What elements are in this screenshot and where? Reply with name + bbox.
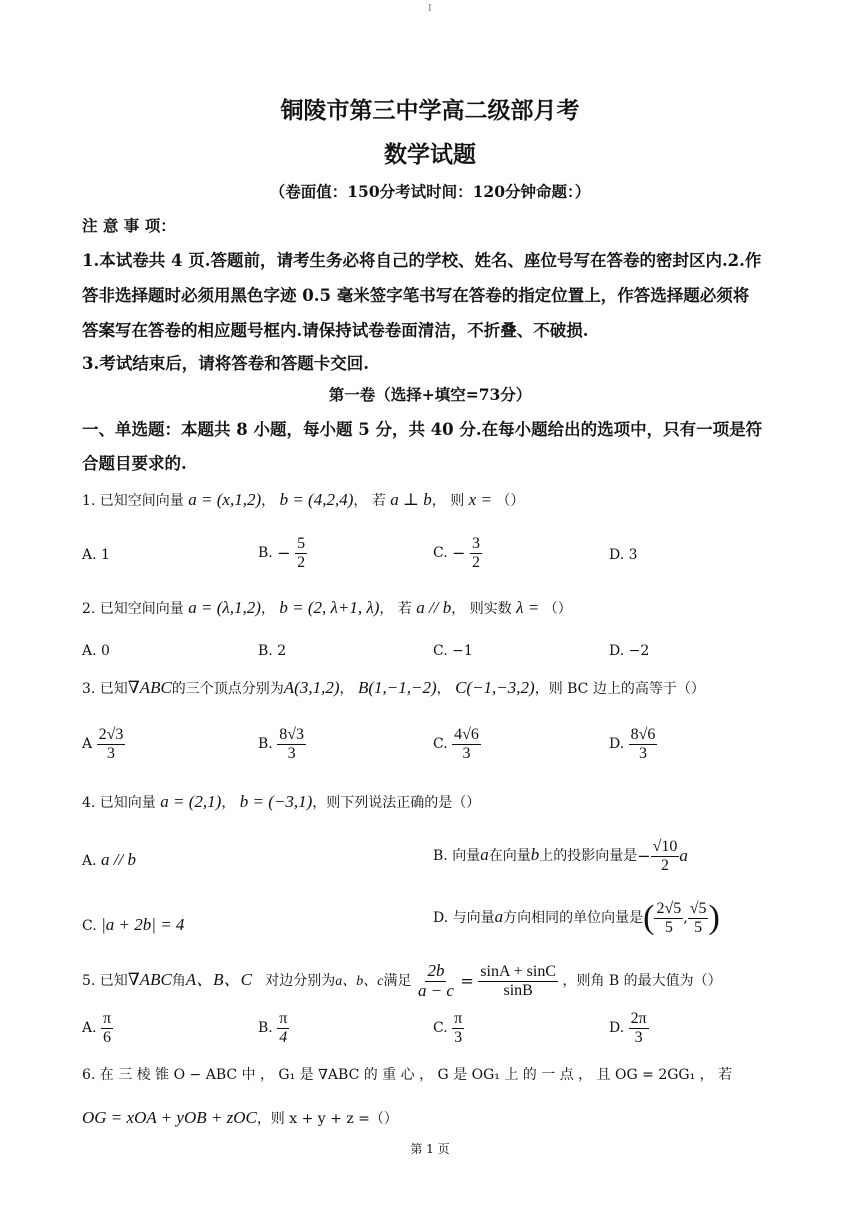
q3-triangle: ∇ABC (127, 678, 172, 697)
q2-condition: a // b (416, 598, 452, 617)
q5-lhs-den: a − c (417, 980, 454, 1000)
top-mark: I (428, 4, 432, 14)
q1-c-num: 3 (471, 535, 480, 552)
q3-prefix: 3. 已知 (82, 681, 128, 697)
q5-option-a (82, 1010, 113, 1046)
q1-option-b: B. − $\frac{5}{2}$ (258, 535, 306, 571)
q4-d-den2: 5 (694, 918, 703, 936)
q2-vector-b: b = (2, λ+1, λ) (279, 598, 380, 617)
q6-tail: ，则 x + y + z =（） (256, 1111, 398, 1127)
q4-d-mid: 方向相同的单位向量是 (503, 910, 644, 927)
question-6-line-1: 6. 在 三 棱 锥 O − ABC 中 ， G₁ 是 ∇ABC 的 重 心 ， G 是 OG₁ 上 的 一 点 ， 且 OG = 2GG₁ ， 若 (82, 1067, 733, 1083)
q4-a-label: A. (82, 853, 97, 869)
q1-cond-prefix: 若 (371, 493, 386, 509)
q3-option-d (609, 726, 657, 762)
q3-option-b (258, 726, 306, 762)
q2-cond-prefix: 若 (397, 601, 412, 617)
q2-option-b: B. 2 (258, 643, 287, 659)
q4-b-num: √10 (652, 838, 678, 855)
q1-vector-b: b = (4,2,4) (279, 490, 354, 509)
question-5-stem: 5. 已知∇ABC角A、B、C 对边分别为a、b、c满足 $\frac{2b}{a - c}$ = $\frac{\sin A + \sin C}{\sin B}$ ，则角 B 的最大值为（） (82, 961, 722, 1000)
q5-sides: a、b、c (335, 974, 384, 990)
q1-ask: x = (468, 490, 492, 509)
exam-info: （卷面值：150分考试时间：120分钟命题：） (269, 182, 591, 201)
notice-line-3: 答案写在答卷的相应题号框内.请保持试卷卷面清洁，不折叠、不破损. (82, 321, 589, 340)
q5-prefix: 5. 已知 (82, 973, 128, 990)
q1-c-label: C. (433, 545, 448, 562)
q5-option-d (609, 1010, 649, 1046)
q5-b-den: 4 (279, 1028, 288, 1046)
subject-title: 数学试题 (384, 141, 476, 168)
q1-option-c: C. − $\frac{3}{2}$ (433, 535, 480, 571)
question-2-stem: 2. 已知空间向量 a = (λ,1,2)， b = (2, λ+1, λ)， 若 a // b， 则实数 λ = （） (82, 598, 572, 617)
q2-option-d: D. −2 (609, 643, 650, 659)
q3-option-c (433, 726, 481, 762)
q5-c-den: 3 (454, 1028, 463, 1046)
q1-c-den: 2 (471, 553, 480, 571)
school-title: 铜陵市第三中学高二级部月考 (280, 97, 580, 124)
q3-d-num: 8√6 (630, 726, 656, 743)
q4-a-text: a // b (101, 850, 136, 869)
q3-b-den: 3 (287, 744, 296, 762)
q5-b-label: B. (258, 1020, 273, 1037)
q4-tail: 则下列说法正确的是（） (326, 795, 481, 811)
q3-c-num: 4√6 (454, 726, 479, 743)
q2-blank: （） (543, 601, 572, 617)
q3-b-num: 8√3 (279, 726, 304, 743)
q4-option-b: B. 向量a在向量b上的投影向量是− $\frac{√10}{2}$ a (433, 838, 688, 874)
q4-d-den1: 5 (664, 918, 673, 936)
q1-option-a: A. 1 (82, 547, 110, 563)
q2-ask-prefix: 则实数 (469, 601, 512, 617)
q5-a-num: π (103, 1010, 112, 1027)
q1-vector-a: a = (x,1,2) (188, 490, 262, 509)
q4-d-num2: √5 (689, 900, 707, 917)
q4-d-num1: 2√5 (656, 900, 682, 917)
q2-option-c: C. −1 (433, 643, 473, 659)
question-4-stem: 4. 已知向量 a = (2,1)， b = (−3,1)，则下列说法正确的是（） (82, 792, 481, 811)
q3-point-a: A(3,1,2) (283, 678, 340, 697)
q5-c-num: π (454, 1010, 463, 1027)
q4-option-a (82, 850, 136, 870)
q5-rhs-num: sinA + sinC (480, 963, 556, 981)
q5-mid1: 角 (171, 973, 186, 990)
q5-d-label: D. (609, 1020, 625, 1037)
q5-a-den: 6 (103, 1028, 112, 1046)
q5-c-label: C. (433, 1020, 448, 1037)
page-number: 第 1 页 (410, 1142, 450, 1156)
q3-a-den: 3 (106, 744, 115, 762)
q3-point-b: B(1,−1,−2) (357, 678, 437, 697)
q4-option-c (82, 915, 184, 935)
q4-prefix: 4. 已知向量 (82, 795, 156, 811)
q4-c-text: |a + 2b| = 4 (101, 915, 185, 934)
q1-prefix: 1. 已知空间向量 (82, 493, 184, 509)
q5-option-c (433, 1010, 464, 1046)
q3-point-c: C(−1,−3,2) (455, 678, 535, 697)
q6-equation: OG = xOA + yOB + zOC (82, 1108, 257, 1127)
q5-b-num: π (279, 1010, 288, 1027)
q5-rhs-den: sinB (503, 981, 533, 999)
q4-vector-b: b = (−3,1) (239, 792, 313, 811)
q5-mid3: 满足 (383, 973, 412, 990)
question-3-stem: 3. 已知∇ABC的三个顶点分别为A(3,1,2)， B(1,−1,−2)， C(−1,−3,2)，则 BC 边上的高等于（） (82, 678, 705, 697)
q5-tail: ，则角 B 的最大值为（） (562, 973, 722, 990)
part1-line-2: 合题目要求的. (82, 454, 187, 473)
q2-prefix: 2. 已知空间向量 (82, 601, 184, 617)
q1-condition: a ⊥ b (390, 490, 432, 509)
q5-mid2: 对边分别为 (265, 973, 336, 990)
q2-option-a: A. 0 (82, 643, 110, 659)
q5-d-den: 3 (634, 1028, 643, 1046)
question-6-line-2 (82, 1108, 398, 1128)
q3-mid: 的三个顶点分别为 (171, 681, 284, 697)
q1-b-den: 2 (297, 553, 306, 571)
q3-d-den: 3 (639, 744, 648, 762)
q4-c-label: C. (82, 918, 97, 934)
q5-lhs-num: 2b (427, 961, 445, 980)
q5-d-num: 2π (630, 1010, 647, 1027)
q3-option-a (82, 726, 125, 762)
q1-ask-prefix: 则 (450, 493, 465, 509)
notice-line-2: 答非选择题时必须用黑色字迹 0.5 毫米签字笔书写在答卷的指定位置上，作答选择题必须将 (82, 286, 750, 305)
q1-b-label: B. (258, 545, 273, 562)
q3-d-label: D. (609, 736, 625, 753)
q3-b-label: B. (258, 736, 273, 753)
section-title: 第一卷（选择+填空=73分） (328, 385, 532, 404)
q4-vector-a: a = (2,1) (160, 792, 222, 811)
notice-heading: 注 意 事 项： (82, 216, 176, 235)
notice-line-4: 3.考试结束后，请将答卷和答题卡交回. (82, 354, 369, 373)
q4-d-label: D. 与向量 (433, 910, 495, 927)
q2-vector-a: a = (λ,1,2) (188, 598, 261, 617)
q1-b-num: 5 (297, 535, 306, 552)
q4-option-d: D. 与向量a方向相同的单位向量是( $\frac{2√5}{5}$ , $\frac{√5}{5}$ ) (433, 899, 720, 937)
q2-ask: λ = (516, 598, 540, 617)
q4-b-mid2: 上的投影向量是 (539, 848, 638, 865)
part1-line-1: 一、单选题：本题共 8 小题，每小题 5 分，共 40 分.在每小题给出的选项中，只有一项是符 (82, 420, 763, 439)
q3-tail: 则 BC 边上的高等于（） (548, 681, 705, 697)
q3-a-num: 2√3 (98, 726, 124, 743)
q4-b-mid1: 在向量 (488, 848, 531, 865)
notice-line-1: 1.本试卷共 4 页.答题前，请考生务必将自己的学校、姓名、座位号写在答卷的密封区内.2.作 (82, 251, 762, 270)
q4-b-den: 2 (661, 856, 669, 874)
question-1-stem: 1. 已知空间向量 a = (x,1,2)， b = (4,2,4)， 若 a ⊥ b， 则 x = （） (82, 490, 525, 509)
q5-a-label: A. (82, 1020, 97, 1037)
q4-b-label: B. 向量 (433, 848, 481, 865)
q5-option-b (258, 1010, 289, 1046)
q5-angles: A、B、C (185, 970, 252, 990)
q5-triangle: ∇ABC (127, 970, 172, 990)
q1-blank: （） (496, 493, 525, 509)
q3-c-den: 3 (462, 744, 471, 762)
q3-a-label: A (82, 736, 93, 753)
q1-option-d: D. 3 (609, 547, 638, 563)
q3-c-label: C. (433, 736, 448, 753)
